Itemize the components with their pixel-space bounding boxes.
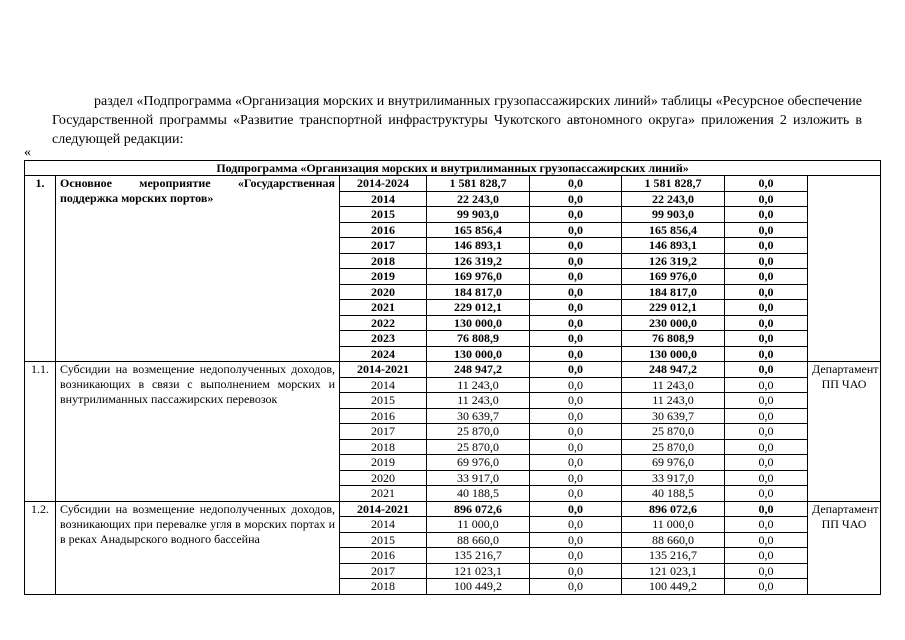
local-budget-cell: 0,0 (725, 346, 808, 362)
responsible-executor: Департамент ПП ЧАО (808, 501, 881, 594)
year-cell: 2018 (340, 253, 427, 269)
total-cell: 40 188,5 (427, 486, 530, 502)
local-budget-cell: 0,0 (725, 300, 808, 316)
okrug-budget-cell: 76 808,9 (622, 331, 725, 347)
federal-budget-cell: 0,0 (530, 579, 622, 595)
item-description: Основное мероприятие «Государственная поддержка морских портов» (56, 176, 340, 362)
federal-budget-cell: 0,0 (530, 315, 622, 331)
year-cell: 2021 (340, 300, 427, 316)
federal-budget-cell: 0,0 (530, 176, 622, 192)
federal-budget-cell: 0,0 (530, 269, 622, 285)
total-cell: 135 216,7 (427, 548, 530, 564)
local-budget-cell: 0,0 (725, 501, 808, 517)
year-cell: 2015 (340, 532, 427, 548)
total-cell: 100 449,2 (427, 579, 530, 595)
okrug-budget-cell: 229 012,1 (622, 300, 725, 316)
okrug-budget-cell: 22 243,0 (622, 191, 725, 207)
federal-budget-cell: 0,0 (530, 191, 622, 207)
okrug-budget-cell: 30 639,7 (622, 408, 725, 424)
okrug-budget-cell: 99 903,0 (622, 207, 725, 223)
okrug-budget-cell: 230 000,0 (622, 315, 725, 331)
federal-budget-cell: 0,0 (530, 284, 622, 300)
year-cell: 2022 (340, 315, 427, 331)
year-cell: 2014 (340, 191, 427, 207)
federal-budget-cell: 0,0 (530, 253, 622, 269)
local-budget-cell: 0,0 (725, 284, 808, 300)
federal-budget-cell: 0,0 (530, 346, 622, 362)
table-row (25, 362, 881, 378)
year-cell: 2018 (340, 439, 427, 455)
total-cell: 896 072,6 (427, 501, 530, 517)
total-cell: 146 893,1 (427, 238, 530, 254)
federal-budget-cell: 0,0 (530, 408, 622, 424)
federal-budget-cell: 0,0 (530, 548, 622, 564)
table-body (25, 161, 881, 595)
item-number: 1.1. (25, 362, 56, 502)
okrug-budget-cell: 121 023,1 (622, 563, 725, 579)
year-cell: 2024 (340, 346, 427, 362)
federal-budget-cell: 0,0 (530, 439, 622, 455)
year-cell: 2018 (340, 579, 427, 595)
local-budget-cell: 0,0 (725, 548, 808, 564)
okrug-budget-cell: 40 188,5 (622, 486, 725, 502)
total-cell: 121 023,1 (427, 563, 530, 579)
year-cell: 2017 (340, 424, 427, 440)
year-cell: 2017 (340, 238, 427, 254)
local-budget-cell: 0,0 (725, 269, 808, 285)
year-cell: 2014 (340, 517, 427, 533)
local-budget-cell: 0,0 (725, 455, 808, 471)
year-cell: 2014-2021 (340, 501, 427, 517)
total-cell: 184 817,0 (427, 284, 530, 300)
okrug-budget-cell: 184 817,0 (622, 284, 725, 300)
okrug-budget-cell: 25 870,0 (622, 439, 725, 455)
local-budget-cell: 0,0 (725, 439, 808, 455)
year-cell: 2019 (340, 269, 427, 285)
local-budget-cell: 0,0 (725, 470, 808, 486)
federal-budget-cell: 0,0 (530, 470, 622, 486)
local-budget-cell: 0,0 (725, 532, 808, 548)
local-budget-cell: 0,0 (725, 238, 808, 254)
year-cell: 2016 (340, 548, 427, 564)
federal-budget-cell: 0,0 (530, 501, 622, 517)
year-cell: 2019 (340, 455, 427, 471)
year-cell: 2020 (340, 284, 427, 300)
local-budget-cell: 0,0 (725, 331, 808, 347)
okrug-budget-cell: 126 319,2 (622, 253, 725, 269)
year-cell: 2016 (340, 408, 427, 424)
local-budget-cell: 0,0 (725, 377, 808, 393)
total-cell: 25 870,0 (427, 439, 530, 455)
local-budget-cell: 0,0 (725, 207, 808, 223)
local-budget-cell: 0,0 (725, 253, 808, 269)
okrug-budget-cell: 11 000,0 (622, 517, 725, 533)
federal-budget-cell: 0,0 (530, 207, 622, 223)
total-cell: 248 947,2 (427, 362, 530, 378)
local-budget-cell: 0,0 (725, 315, 808, 331)
total-cell: 99 903,0 (427, 207, 530, 223)
okrug-budget-cell: 88 660,0 (622, 532, 725, 548)
year-cell: 2023 (340, 331, 427, 347)
okrug-budget-cell: 135 216,7 (622, 548, 725, 564)
okrug-budget-cell: 248 947,2 (622, 362, 725, 378)
total-cell: 69 976,0 (427, 455, 530, 471)
local-budget-cell: 0,0 (725, 579, 808, 595)
local-budget-cell: 0,0 (725, 563, 808, 579)
local-budget-cell: 0,0 (725, 486, 808, 502)
year-cell: 2021 (340, 486, 427, 502)
okrug-budget-cell: 146 893,1 (622, 238, 725, 254)
total-cell: 1 581 828,7 (427, 176, 530, 192)
federal-budget-cell: 0,0 (530, 331, 622, 347)
federal-budget-cell: 0,0 (530, 377, 622, 393)
year-cell: 2014-2024 (340, 176, 427, 192)
federal-budget-cell: 0,0 (530, 300, 622, 316)
local-budget-cell: 0,0 (725, 408, 808, 424)
total-cell: 229 012,1 (427, 300, 530, 316)
total-cell: 76 808,9 (427, 331, 530, 347)
total-cell: 33 917,0 (427, 470, 530, 486)
year-cell: 2014-2021 (340, 362, 427, 378)
total-cell: 11 000,0 (427, 517, 530, 533)
federal-budget-cell: 0,0 (530, 362, 622, 378)
okrug-budget-cell: 11 243,0 (622, 377, 725, 393)
okrug-budget-cell: 1 581 828,7 (622, 176, 725, 192)
total-cell: 88 660,0 (427, 532, 530, 548)
federal-budget-cell: 0,0 (530, 532, 622, 548)
year-cell: 2017 (340, 563, 427, 579)
federal-budget-cell: 0,0 (530, 222, 622, 238)
local-budget-cell: 0,0 (725, 362, 808, 378)
year-cell: 2020 (340, 470, 427, 486)
total-cell: 126 319,2 (427, 253, 530, 269)
okrug-budget-cell: 33 917,0 (622, 470, 725, 486)
okrug-budget-cell: 896 072,6 (622, 501, 725, 517)
total-cell: 22 243,0 (427, 191, 530, 207)
okrug-budget-cell: 130 000,0 (622, 346, 725, 362)
local-budget-cell: 0,0 (725, 517, 808, 533)
total-cell: 169 976,0 (427, 269, 530, 285)
federal-budget-cell: 0,0 (530, 455, 622, 471)
resource-table (24, 160, 881, 595)
item-number: 1. (25, 176, 56, 362)
federal-budget-cell: 0,0 (530, 238, 622, 254)
okrug-budget-cell: 169 976,0 (622, 269, 725, 285)
table-row (25, 501, 881, 517)
local-budget-cell: 0,0 (725, 222, 808, 238)
federal-budget-cell: 0,0 (530, 393, 622, 409)
opening-quote-mark: « (24, 145, 31, 160)
federal-budget-cell: 0,0 (530, 486, 622, 502)
local-budget-cell: 0,0 (725, 191, 808, 207)
federal-budget-cell: 0,0 (530, 563, 622, 579)
federal-budget-cell: 0,0 (530, 517, 622, 533)
total-cell: 130 000,0 (427, 346, 530, 362)
local-budget-cell: 0,0 (725, 424, 808, 440)
item-description: Субсидии на возмещение недополученных доходов, возникающих при перевалке угля в морских портах и в реках Анадырского водного бассейна (56, 501, 340, 594)
okrug-budget-cell: 100 449,2 (622, 579, 725, 595)
year-cell: 2015 (340, 207, 427, 223)
table-row (25, 176, 881, 192)
total-cell: 165 856,4 (427, 222, 530, 238)
item-number: 1.2. (25, 501, 56, 594)
table-title: Подпрограмма «Организация морских и внутрилиманных грузопассажирских линий» (25, 161, 881, 176)
responsible-executor (808, 176, 881, 362)
intro-paragraph (52, 92, 862, 149)
year-cell: 2015 (340, 393, 427, 409)
total-cell: 130 000,0 (427, 315, 530, 331)
intro-text: раздел «Подпрограмма «Организация морских и внутрилиманных грузопассажирских линий» таблицы «Ресурсное обеспечение Государственной программы «Развитие транспортной инфраструктуры Чукотского автономного округа» приложения 2 изложить в следующей редакции: (52, 94, 862, 147)
year-cell: 2014 (340, 377, 427, 393)
year-cell: 2016 (340, 222, 427, 238)
local-budget-cell: 0,0 (725, 176, 808, 192)
okrug-budget-cell: 69 976,0 (622, 455, 725, 471)
responsible-executor: Департамент ПП ЧАО (808, 362, 881, 502)
item-description: Субсидии на возмещение недополученных доходов, возникающих в связи с выполнением морских и внутрилиманных пассажирских перевозок (56, 362, 340, 502)
local-budget-cell: 0,0 (725, 393, 808, 409)
okrug-budget-cell: 11 243,0 (622, 393, 725, 409)
total-cell: 25 870,0 (427, 424, 530, 440)
okrug-budget-cell: 25 870,0 (622, 424, 725, 440)
total-cell: 30 639,7 (427, 408, 530, 424)
total-cell: 11 243,0 (427, 393, 530, 409)
table-title-row (25, 161, 881, 176)
total-cell: 11 243,0 (427, 377, 530, 393)
okrug-budget-cell: 165 856,4 (622, 222, 725, 238)
federal-budget-cell: 0,0 (530, 424, 622, 440)
